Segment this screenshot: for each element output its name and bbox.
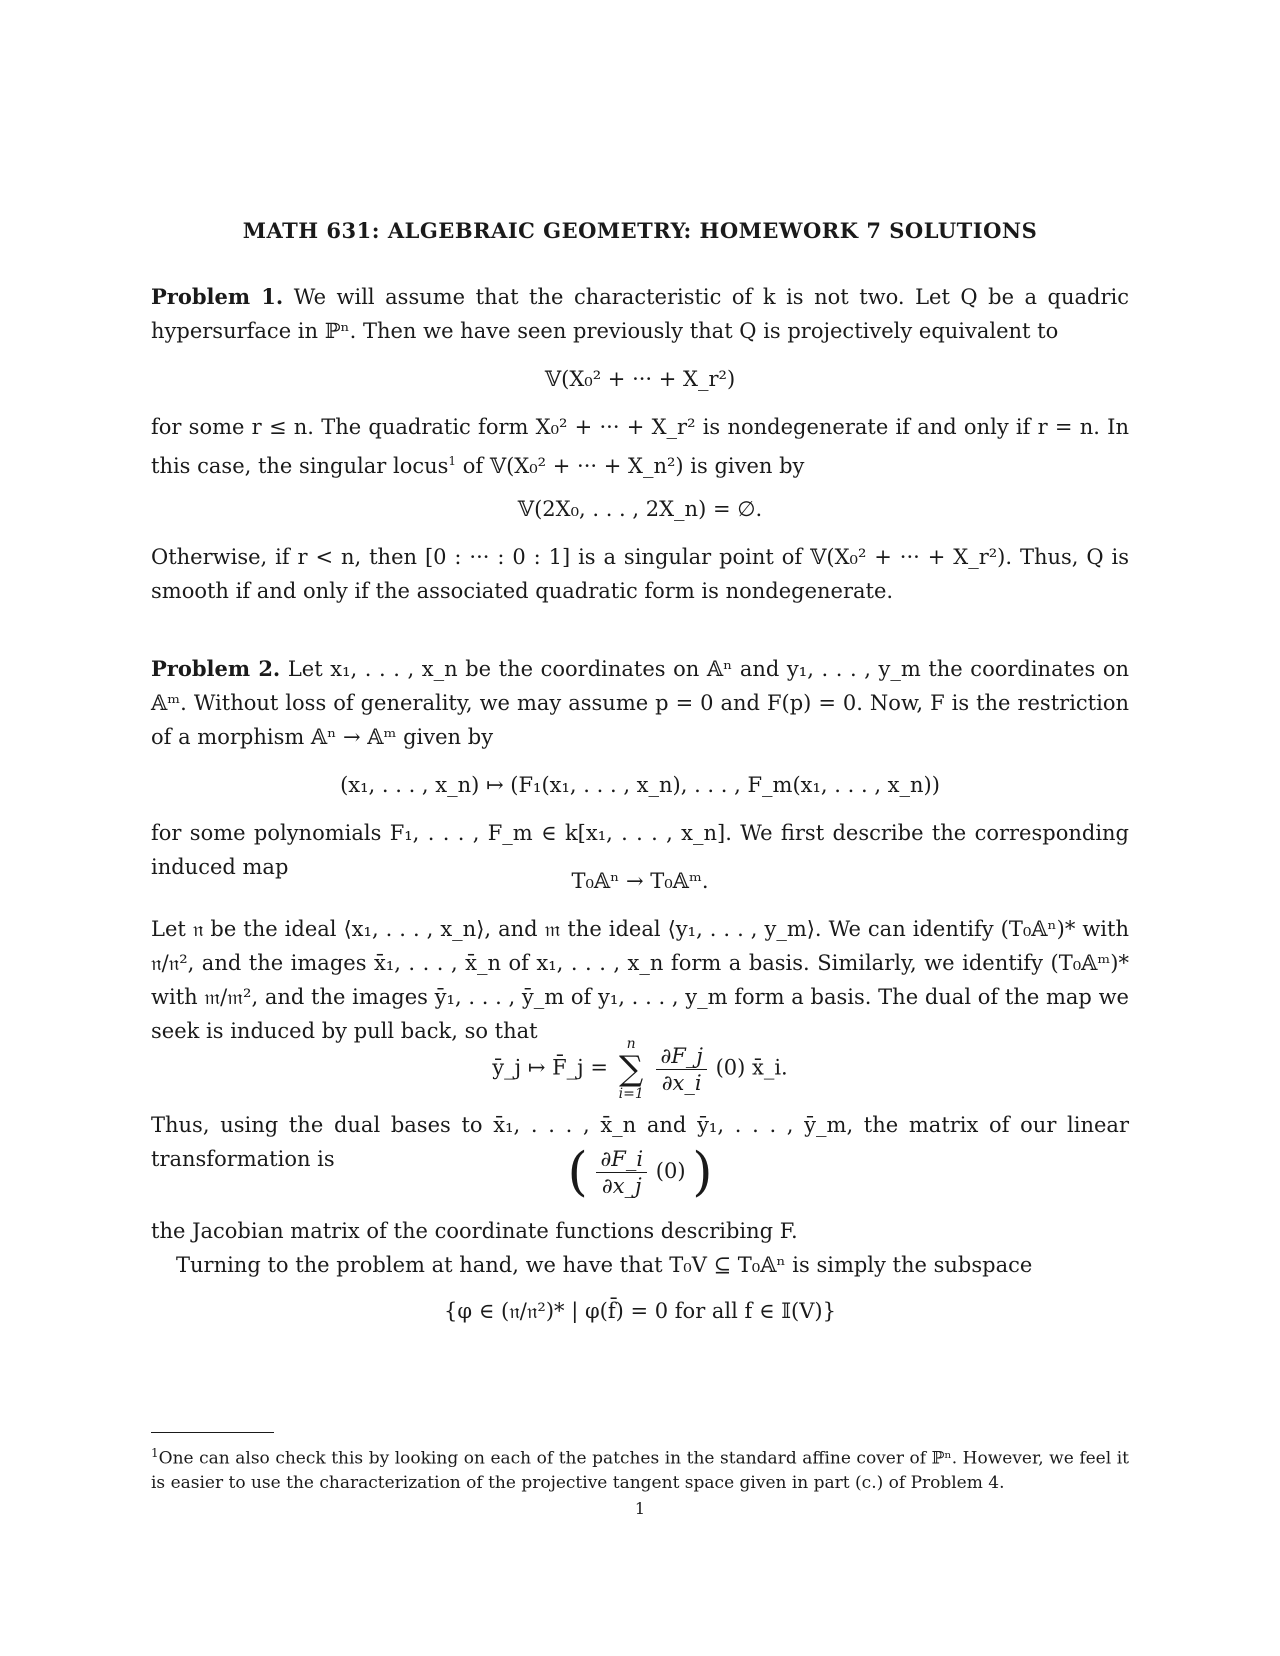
- problem-2-paragraph-2: for some polynomials F₁, . . . , F_m ∈ k[x₁, . . . , x_n]. We first describe the corresponding induced map: [151, 821, 1129, 879]
- problem-1-text: We will assume that the characteristic of k is not two. Let Q be a quadric hypersurface in ℙⁿ. Then we have seen previously that Q is projectively equivalent to: [151, 285, 1129, 343]
- partial-fraction: [656, 1043, 706, 1096]
- jacobian-numerator: ∂F_i: [596, 1146, 647, 1173]
- footnote: [151, 1441, 1129, 1495]
- jacobian-eval: (0): [655, 1159, 686, 1183]
- problem-2-heading: Problem 2.: [151, 656, 281, 681]
- problem-2-equation-3: [151, 1036, 1129, 1102]
- right-paren: ): [692, 1142, 713, 1203]
- problem-1-equation-1: 𝕍(X₀² + ··· + X_r²): [544, 367, 736, 391]
- problem-1-equation-2: 𝕍(2X₀, . . . , 2X_n) = ∅.: [517, 497, 763, 521]
- footnote-rule: [151, 1432, 274, 1433]
- problem-2-paragraph-3: Let 𝔫 be the ideal ⟨x₁, . . . , x_n⟩, and 𝔪 the ideal ⟨y₁, . . . , y_m⟩. We can identify (T₀𝔸ⁿ)* with 𝔫/𝔫², and the images x̄₁, . . . , x̄_n of x₁, . . . , x_n form a basis. Similarly, we identify (T₀𝔸ᵐ)* with 𝔪/𝔪², and the images ȳ₁, . . . , ȳ_m of y₁, . . . , y_m form a basis. The dual of the map we seek is induced by pull back, so that: [151, 917, 1129, 1043]
- problem-1-heading: Problem 1.: [151, 284, 284, 309]
- problem-2-paragraph-4: Thus, using the dual bases to x̄₁, . . . , x̄_n and ȳ₁, . . . , ȳ_m, the matrix of our linear transformation is: [151, 1113, 1129, 1171]
- left-paren: (: [567, 1142, 588, 1203]
- footnote-mark: 1: [448, 454, 457, 468]
- page-title: MATH 631: ALGEBRAIC GEOMETRY: HOMEWORK 7 SOLUTIONS: [242, 218, 1038, 243]
- problem-2-text: Let x₁, . . . , x_n be the coordinates on 𝔸ⁿ and y₁, . . . , y_m the coordinates on 𝔸ᵐ. Without loss of generality, we may assume p = 0 and F(p) = 0. Now, F is the restriction of a morphism 𝔸ⁿ → 𝔸ᵐ given by: [151, 657, 1129, 749]
- footnote-number: 1: [151, 1446, 159, 1460]
- problem-2-paragraph-5: the Jacobian matrix of the coordinate functions describing F.: [151, 1219, 798, 1243]
- problem-2-paragraph-6: Turning to the problem at hand, we have that T₀V ⊆ T₀𝔸ⁿ is simply the subspace: [176, 1253, 1033, 1277]
- fraction-denominator: ∂x_i: [661, 1070, 702, 1095]
- problem-2-equation-5: {φ ∈ (𝔫/𝔫²)* | φ(f̄) = 0 for all f ∈ 𝕀(V)}: [444, 1299, 836, 1323]
- problem-1-text-2b: of 𝕍(X₀² + ··· + X_n²) is given by: [462, 454, 805, 478]
- eq3-right: (0) x̄_i.: [715, 1055, 788, 1080]
- problem-1-intro: [151, 280, 1129, 348]
- sum-lower: i=1: [618, 1086, 644, 1102]
- jacobian-denominator: ∂x_j: [601, 1174, 642, 1198]
- problem-2-equation-2: T₀𝔸ⁿ → T₀𝔸ᵐ.: [571, 869, 709, 893]
- jacobian-fraction: [596, 1146, 647, 1199]
- page-number: 1: [634, 1499, 646, 1518]
- footnote-text: One can also check this by looking on each of the patches in the standard affine cover of ℙⁿ. However, we feel it is easier to use the characterization of the projective tangent space given in part (c.) of Problem 4.: [151, 1448, 1129, 1493]
- problem-2-intro: [151, 652, 1129, 754]
- sum-upper: n: [626, 1036, 636, 1052]
- summation-symbol: [619, 1036, 644, 1102]
- problem-1-paragraph-2: [151, 410, 1129, 483]
- fraction-numerator: ∂F_j: [656, 1043, 706, 1070]
- eq3-left: ȳ_j ↦ F̄_j =: [492, 1055, 608, 1080]
- problem-1-text-2: for some r ≤ n. The quadratic form X₀² + ··· + X_r² is nondegenerate if and only if r = n. In this case, the singular locus: [151, 415, 1129, 478]
- problem-2-equation-1: (x₁, . . . , x_n) ↦ (F₁(x₁, . . . , x_n), . . . , F_m(x₁, . . . , x_n)): [340, 773, 940, 797]
- sum-sign: ∑: [619, 1049, 644, 1089]
- problem-1-paragraph-3: Otherwise, if r < n, then [0 : ··· : 0 : 1] is a singular point of 𝕍(X₀² + ··· + X_r²). Thus, Q is smooth if and only if the associated quadratic form is nondegenerate.: [151, 545, 1129, 603]
